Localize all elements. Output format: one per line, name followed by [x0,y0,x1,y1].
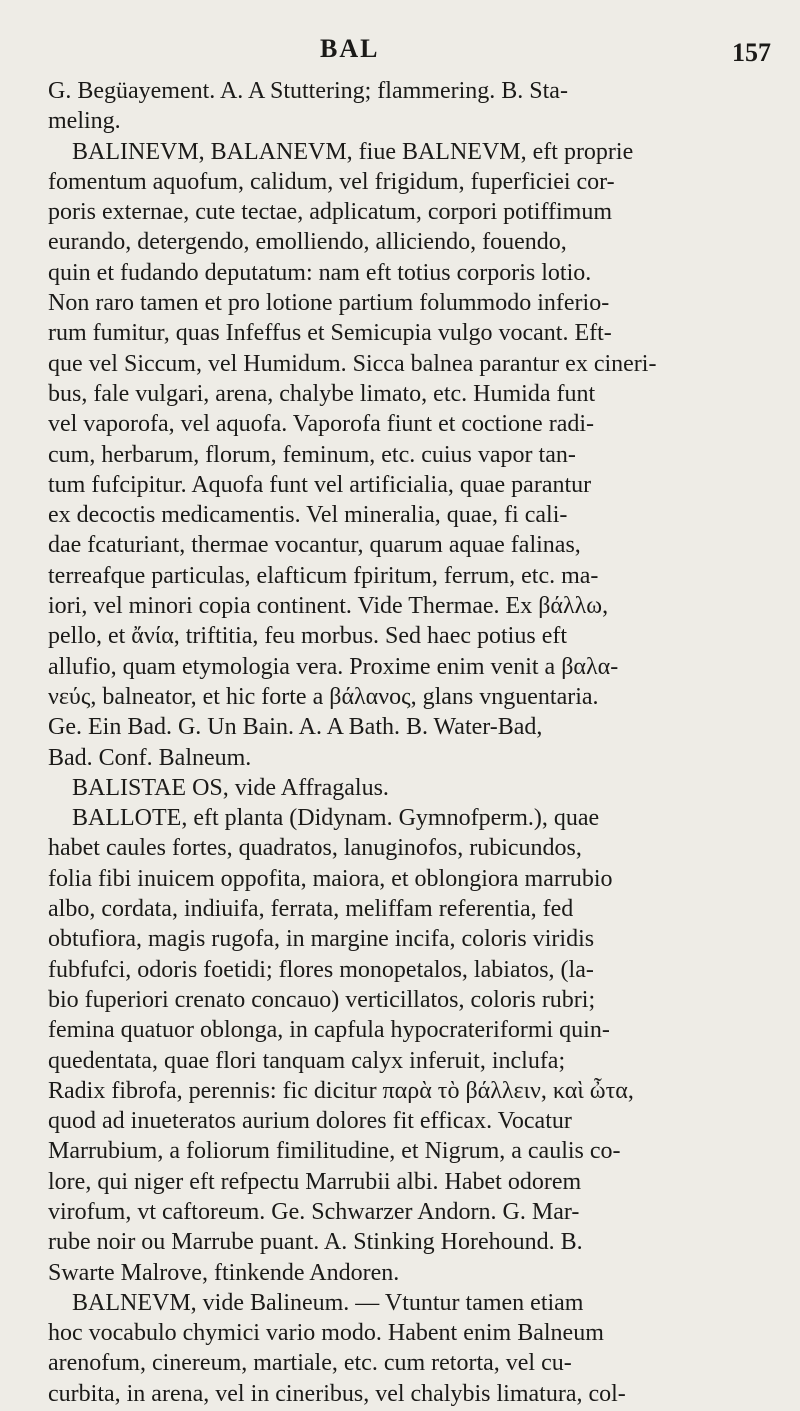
dictionary-text [48,76,763,1409]
text-line: quedentata, quae flori tanquam calyx inferuit, inclufa; [48,1047,566,1074]
text-line: curbita, in arena, vel in cineribus, vel chalybis limatura, col- [48,1380,626,1407]
text-line: rum fumitur, quas Infeffus et Semicupia vulgo vocant. Eft- [48,320,612,347]
entry-heading-line: BALISTAE OS, vide Affragalus. [72,774,389,801]
text-line: femina quatuor oblonga, in capfula hypocrateriformi quin- [48,1017,610,1044]
running-head: BAL [320,34,380,63]
text-line: G. Begüayement. A. A Stuttering; flammering. B. Sta- [48,78,568,104]
text-line: Radix fibrofa, perennis: fic dicitur παρὰ τὸ βάλλειν, καὶ ὦτα, [48,1077,634,1104]
text-line: lore, qui niger eft refpectu Marrubii albi. Habet odorem [48,1168,582,1195]
text-line: poris externae, cute tectae, adplicatum, corpori potiffimum [48,199,613,226]
text-line: νεύς, balneator, et hic forte a βάλανος, glans vnguentaria. [48,683,599,710]
text-line: bus, fale vulgari, arena, chalybe limato, etc. Humida funt [48,380,596,407]
text-line: Marrubium, a foliorum fimilitudine, et Nigrum, a caulis co- [48,1138,621,1165]
text-line: bio fuperiori crenato concauo) verticillatos, coloris rubri; [48,986,596,1013]
text-line: quod ad inueteratos aurium dolores fit efficax. Vocatur [48,1108,572,1135]
text-line: Ge. Ein Bad. G. Un Bain. A. A Bath. B. Water-Bad, [48,714,543,741]
text-line: Bad. Conf. Balneum. [48,744,252,771]
page-number: 157 [732,38,771,67]
text-line: fubfufci, odoris foetidi; flores monopetalos, labiatos, (la- [48,956,594,983]
text-line: allufio, quam etymologia vera. Proxime enim venit a βαλα- [48,653,619,680]
text-line: quin et fudando deputatum: nam eft totius corporis lotio. [48,259,592,286]
text-line: cum, herbarum, florum, feminum, etc. cuius vapor tan- [48,441,576,468]
text-line: que vel Siccum, vel Humidum. Sicca balnea parantur ex cineri- [48,350,657,377]
text-line: fomentum aquofum, calidum, vel frigidum, fuperficiei cor- [48,168,615,195]
entry-heading-line: BALLOTE, eft planta (Didynam. Gymnofperm.), quae [72,805,600,832]
text-line: iori, vel minori copia continent. Vide Thermae. Ex βάλλω, [48,593,609,620]
text-line: albo, cordata, indiuifa, ferrata, meliffam referentia, fed [48,896,574,923]
text-line: pello, et ἄνία, triftitia, feu morbus. Sed haec potius eft [48,623,567,650]
text-line: obtufiora, magis rugofa, in margine incifa, coloris viridis [48,926,595,953]
text-line: arenofum, cinereum, martiale, etc. cum retorta, vel cu- [48,1350,572,1377]
text-line: rube noir ou Marrube puant. A. Stinking Horehound. B. [48,1229,583,1256]
page-header [0,34,800,67]
text-line: tum fufcipitur. Aquofa funt vel artificialia, quae parantur [48,471,592,498]
text-line: folia fibi inuicem oppofita, maiora, et oblongiora marrubio [48,865,613,892]
text-line: Swarte Malrove, ftinkende Andoren. [48,1259,400,1286]
text-line: Non raro tamen et pro lotione partium folummodo inferio- [48,290,610,317]
text-line: eurando, detergendo, emolliendo, alliciendo, fouendo, [48,229,567,256]
text-line: habet caules fortes, quadratos, lanuginofos, rubicundos, [48,835,582,862]
text-line: virofum, vt caftoreum. Ge. Schwarzer Andorn. G. Mar- [48,1198,580,1225]
entry-heading-line: BALINEVM, BALANEVM, fiue BALNEVM, eft proprie [72,138,634,165]
text-line: ex decoctis medicamentis. Vel mineralia, quae, fi cali- [48,502,568,529]
text-line: meling. [48,108,121,135]
text-line: vel vaporofa, vel aquofa. Vaporofa fiunt et coctione radi- [48,411,594,438]
text-line: dae fcaturiant, thermae vocantur, quarum aquae falinas, [48,532,581,559]
text-line: hoc vocabulo chymici vario modo. Habent enim Balneum [48,1320,604,1347]
text-line: terreafque particulas, elafticum fpiritum, ferrum, etc. ma- [48,562,599,589]
entry-heading-line: BALNEVM, vide Balineum. — Vtuntur tamen etiam [72,1289,584,1316]
